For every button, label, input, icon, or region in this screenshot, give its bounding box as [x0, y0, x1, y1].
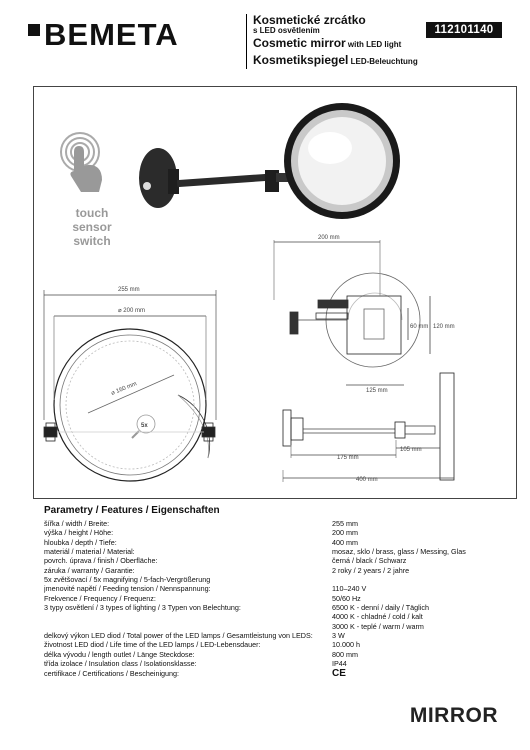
dim-top-small: 105 mm: [400, 447, 422, 453]
param-label: delkový výkon LED diod / Total power of the LED lamps / Gesamtleistung von LEDS:: [44, 631, 313, 641]
param-value: 6500 K - denní / daily / Täglich: [332, 603, 429, 613]
product-code: 112101140: [426, 22, 502, 38]
param-value: 3 W: [332, 631, 345, 641]
param-label: povrch. úprava / finish / Oberfläche:: [44, 556, 158, 566]
param-label: délka vývodu / length outlet / Länge Steckdose:: [44, 649, 195, 659]
param-row: [44, 584, 494, 593]
param-row: [44, 575, 494, 584]
param-value: 200 mm: [332, 528, 358, 538]
dim-width-total: 255 mm: [118, 287, 140, 293]
param-label: třída izolace / Insulation class / Isolationsklasse:: [44, 659, 197, 669]
param-label: jmenovité napětí / Feeding tension / Nennspannung:: [44, 584, 211, 594]
param-row: [44, 566, 494, 575]
side-view: [274, 240, 430, 385]
dim-side-height: 120 mm: [433, 324, 455, 330]
param-row: [44, 519, 494, 528]
touch-hand-icon: [61, 133, 102, 192]
param-row: [44, 640, 494, 649]
param-value: CE: [332, 667, 346, 679]
param-row: [44, 538, 494, 547]
title-en: Cosmetic mirror: [253, 35, 346, 50]
dim-diameter: ⌀ 200 mm: [118, 308, 145, 314]
param-label: Frekvence / Frequency / Frequenz:: [44, 593, 156, 603]
param-row: [44, 603, 494, 612]
dim-side-inner: 60 mm: [410, 324, 429, 330]
title-de: Kosmetikspiegel: [253, 52, 349, 67]
param-row: [44, 612, 494, 621]
param-value: [332, 575, 494, 584]
param-value: IP44: [332, 659, 347, 669]
sensor-word-sensor: sensor: [72, 220, 112, 234]
subtitle-de: LED-Beleuchtung: [348, 56, 418, 66]
param-row: [44, 556, 494, 565]
param-value: 255 mm: [332, 519, 358, 528]
param-label: výška / height / Höhe:: [44, 528, 114, 538]
param-label: 3 typy osvětlení / 3 types of lighting / 3 Typen von Belechtung:: [44, 603, 241, 613]
dim-inner-diameter: ⌀ 160 mm: [110, 381, 138, 397]
param-row: [44, 631, 494, 640]
param-value: 3000 K - teplé / warm / warm: [332, 621, 424, 631]
dim-top-mid: 175 mm: [337, 455, 359, 461]
subtitle-cz: s LED osvětlením: [253, 25, 320, 35]
param-row: [44, 528, 494, 537]
param-label: [44, 622, 332, 631]
param-label: 5x zvětšovací / 5x magnifying / 5-fach-Vergrößerung: [44, 575, 211, 585]
param-value: 800 mm: [332, 649, 358, 659]
param-label: certifikace / Certifications / Bescheinigung:: [44, 668, 180, 678]
param-row: [44, 669, 494, 678]
param-label: šířka / width / Breite:: [44, 519, 110, 528]
title-cz: Kosmetické zrcátko: [253, 13, 366, 27]
param-value: černá / black / Schwarz: [332, 556, 407, 566]
param-row: [44, 622, 494, 631]
param-label: [44, 612, 332, 621]
param-label: materiál / material / Material:: [44, 547, 135, 557]
param-row: [44, 659, 494, 668]
param-value: 110–240 V: [332, 584, 367, 594]
dim-top-total: 400 mm: [356, 477, 378, 483]
product-photo: [139, 103, 400, 219]
sensor-word-switch: switch: [73, 234, 111, 248]
param-value: 50/60 Hz: [332, 593, 361, 603]
param-label: záruka / warranty / Garantie:: [44, 565, 135, 575]
param-value: mosaz, sklo / brass, glass / Messing, Glas: [332, 547, 466, 557]
param-value: 400 mm: [332, 537, 358, 547]
magnify-icon: 5x: [141, 423, 148, 429]
svg-text:BEMETA: BEMETA: [44, 18, 179, 52]
params-table: [44, 519, 494, 678]
param-row: [44, 547, 494, 556]
param-label: životnost LED diod / Life time of the LED lamps / LED-Lebensdauer:: [44, 640, 261, 650]
param-value: 10.000 h: [332, 640, 360, 650]
param-row: [44, 650, 494, 659]
subtitle-en: with LED light: [345, 39, 402, 49]
dim-side-width: 200 mm: [318, 235, 340, 241]
param-value: 4000 K - chladné / cold / kalt: [332, 612, 423, 622]
params-title: Parametry / Features / Eigenschaften: [44, 505, 220, 516]
dim-side-offset: 125 mm: [366, 388, 388, 394]
category-label: MIRROR: [409, 704, 498, 727]
param-row: [44, 594, 494, 603]
param-value: 2 roky / 2 years / 2 jahre: [332, 565, 410, 575]
sensor-word-touch: touch: [75, 206, 109, 220]
param-label: hloubka / depth / Tiefe:: [44, 537, 117, 547]
